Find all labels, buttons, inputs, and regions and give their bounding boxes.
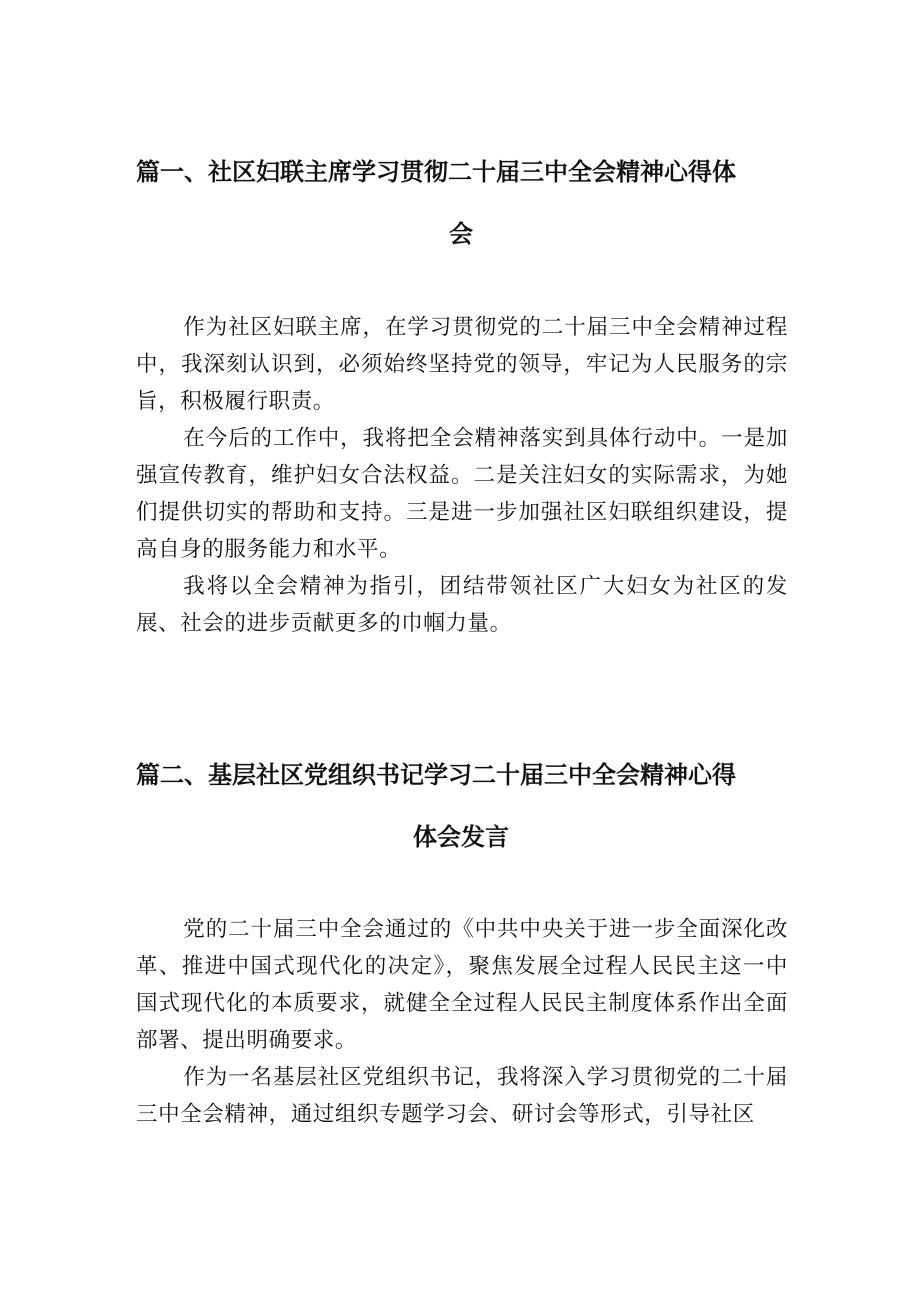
section-2-title-line-2: 体会发言: [413, 823, 509, 851]
section-2-title: [136, 746, 786, 866]
section-2-title-line-1: 篇二、基层社区党组织书记学习二十届三中全会精神心得: [136, 761, 736, 789]
section-1-title-line-2: 会: [449, 220, 473, 248]
section-1-title-line-1: 篇一、社区妇联主席学习贯彻二十届三中全会精神心得体: [136, 158, 736, 186]
section-2-paragraph-1: 党的二十届三中全会通过的《中共中央关于进一步全面深化改革、推进中国式现代化的决定》，聚焦发展全过程人民民主这一中国式现代化的本质要求，就健全全过程人民民主制度体系作出全面部署、提出明确要求。: [136, 917, 788, 1053]
section-1-paragraph-1: 作为社区妇联主席，在学习贯彻党的二十届三中全会精神过程中，我深刻认识到，必须始终坚持党的领导，牢记为人民服务的宗旨，积极履行职责。: [136, 315, 788, 414]
section-1-title: [136, 143, 786, 263]
section-1-paragraph-2: 在今后的工作中，我将把全会精神落实到具体行动中。一是加强宣传教育，维护妇女合法权益。二是关注妇女的实际需求，为她们提供切实的帮助和支持。三是进一步加强社区妇联组织建设，提高自身的服务能力和水平。: [136, 426, 788, 562]
section-2-body: [136, 911, 788, 1133]
section-2-paragraph-2: 作为一名基层社区党组织书记，我将深入学习贯彻党的二十届三中全会精神，通过组织专题学习会、研讨会等形式，引导社区: [136, 1065, 788, 1127]
section-1-paragraph-3: 我将以全会精神为指引，团结带领社区广大妇女为社区的发展、社会的进步贡献更多的巾帼力量。: [136, 574, 788, 636]
section-1-body: [136, 309, 788, 642]
